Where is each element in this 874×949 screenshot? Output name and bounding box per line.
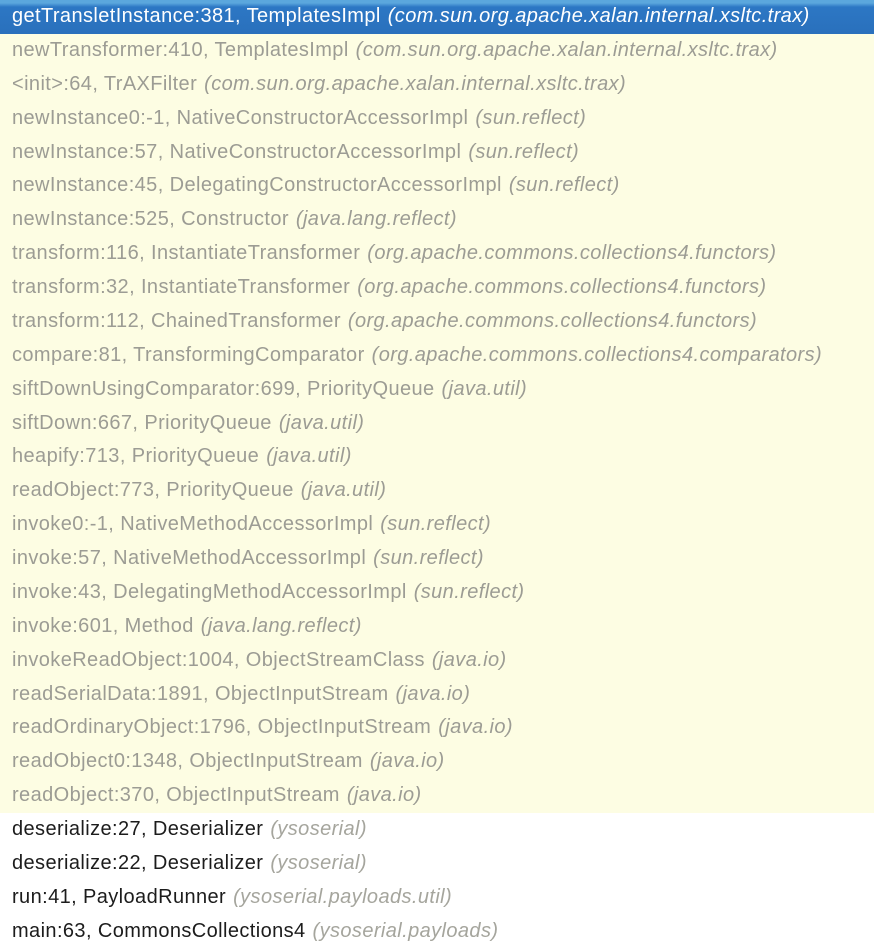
stack-frame-row[interactable] — [0, 34, 874, 68]
stack-frame-row[interactable] — [0, 305, 874, 339]
stack-frame-row[interactable] — [0, 169, 874, 203]
stack-frame-row[interactable] — [0, 508, 874, 542]
frame-package: (com.sun.org.apache.xalan.internal.xsltc.trax) — [355, 38, 778, 61]
frame-package: (sun.reflect) — [413, 580, 525, 603]
frame-package: (org.apache.commons.collections4.comparators) — [371, 343, 823, 366]
frame-location: siftDown:667, PriorityQueue — [12, 411, 272, 434]
stack-frame-row[interactable] — [0, 203, 874, 237]
frame-location: siftDownUsingComparator:699, PriorityQueue — [12, 377, 435, 400]
frame-location: newInstance:57, NativeConstructorAccessorImpl — [12, 140, 462, 163]
frame-package: (java.lang.reflect) — [200, 614, 362, 637]
frame-package: (java.io) — [346, 784, 422, 807]
frame-package: (com.sun.org.apache.xalan.internal.xsltc.trax) — [387, 5, 810, 27]
frame-location: heapify:713, PriorityQueue — [12, 445, 260, 468]
frame-location: newInstance0:-1, NativeConstructorAccessorImpl — [12, 106, 469, 129]
stack-frame-row[interactable] — [0, 339, 874, 373]
frame-location: getTransletInstance:381, TemplatesImpl — [12, 5, 381, 27]
frame-package: (java.io) — [431, 648, 507, 671]
frame-location: compare:81, TransformingComparator — [12, 343, 365, 366]
frame-location: invoke:601, Method — [12, 614, 194, 637]
stack-frame-row[interactable] — [0, 915, 874, 949]
frame-location: transform:112, ChainedTransformer — [12, 309, 341, 332]
frame-location: deserialize:27, Deserializer — [12, 818, 264, 840]
stack-frame-row[interactable] — [0, 813, 874, 847]
frame-package: (ysoserial.payloads) — [312, 919, 499, 942]
frame-package: (sun.reflect) — [508, 174, 620, 197]
frame-location: invoke:57, NativeMethodAccessorImpl — [12, 547, 367, 569]
frame-package: (org.apache.commons.collections4.functors) — [367, 242, 777, 265]
frame-package: (org.apache.commons.collections4.functors) — [357, 276, 767, 298]
frame-location: readSerialData:1891, ObjectInputStream — [12, 682, 389, 705]
frame-package: (java.io) — [395, 682, 471, 705]
stack-frame-row[interactable] — [0, 440, 874, 474]
frame-package: (java.util) — [300, 479, 387, 502]
frame-package: (com.sun.org.apache.xalan.internal.xsltc.trax) — [204, 72, 627, 95]
frame-location: invoke:43, DelegatingMethodAccessorImpl — [12, 580, 407, 603]
frame-package: (sun.reflect) — [468, 140, 580, 163]
frame-location: transform:116, InstantiateTransformer — [12, 242, 361, 265]
frame-location: readObject0:1348, ObjectInputStream — [12, 750, 363, 773]
stack-frame-row[interactable] — [0, 474, 874, 508]
stack-frame-row[interactable] — [0, 68, 874, 102]
frame-package: (java.lang.reflect) — [295, 208, 457, 231]
frame-package: (java.util) — [441, 377, 528, 400]
stack-frame-row[interactable] — [0, 542, 874, 576]
stack-frame-row[interactable] — [0, 373, 874, 407]
stack-frame-row[interactable] — [0, 576, 874, 610]
stack-frame-row[interactable] — [0, 237, 874, 271]
frame-location: readOrdinaryObject:1796, ObjectInputStream — [12, 716, 432, 739]
frame-package: (java.io) — [438, 716, 513, 739]
stack-frame-row[interactable] — [0, 678, 874, 712]
frame-location: readObject:370, ObjectInputStream — [12, 784, 340, 807]
frame-package: (sun.reflect) — [380, 513, 492, 536]
stack-frame-row[interactable] — [0, 644, 874, 678]
frame-location: invokeReadObject:1004, ObjectStreamClass — [12, 648, 425, 671]
frame-location: run:41, PayloadRunner — [12, 885, 227, 908]
frame-package: (ysoserial) — [270, 818, 367, 840]
frame-package: (org.apache.commons.collections4.functors) — [347, 309, 758, 332]
frame-location: invoke0:-1, NativeMethodAccessorImpl — [12, 513, 374, 536]
frame-package: (sun.reflect) — [373, 547, 484, 569]
stack-frame-row[interactable] — [0, 847, 874, 881]
frame-package: (ysoserial) — [270, 851, 367, 874]
stack-frame-row[interactable] — [0, 610, 874, 644]
stack-frame-row[interactable] — [0, 271, 874, 305]
frame-package: (java.util) — [266, 445, 352, 468]
stack-frame-row[interactable] — [0, 0, 874, 34]
stack-frame-row[interactable] — [0, 881, 874, 915]
stack-frame-row[interactable] — [0, 407, 874, 441]
frame-location: main:63, CommonsCollections4 — [12, 919, 306, 942]
frame-location: readObject:773, PriorityQueue — [12, 479, 294, 502]
frame-package: (ysoserial.payloads.util) — [233, 885, 453, 908]
stack-frame-row[interactable] — [0, 136, 874, 170]
stack-frame-row[interactable] — [0, 745, 874, 779]
frame-location: <init>:64, TrAXFilter — [12, 72, 198, 95]
frame-location: deserialize:22, Deserializer — [12, 851, 264, 874]
frame-location: transform:32, InstantiateTransformer — [12, 276, 351, 298]
frame-package: (sun.reflect) — [475, 106, 587, 129]
frame-location: newInstance:45, DelegatingConstructorAccessorImpl — [12, 174, 502, 197]
frame-location: newTransformer:410, TemplatesImpl — [12, 38, 349, 61]
frame-package: (java.util) — [278, 411, 365, 434]
stack-frame-row[interactable] — [0, 711, 874, 745]
frame-location: newInstance:525, Constructor — [12, 208, 289, 231]
stack-frame-row[interactable] — [0, 779, 874, 813]
frame-package: (java.io) — [369, 750, 445, 773]
stack-frame-row[interactable] — [0, 102, 874, 136]
